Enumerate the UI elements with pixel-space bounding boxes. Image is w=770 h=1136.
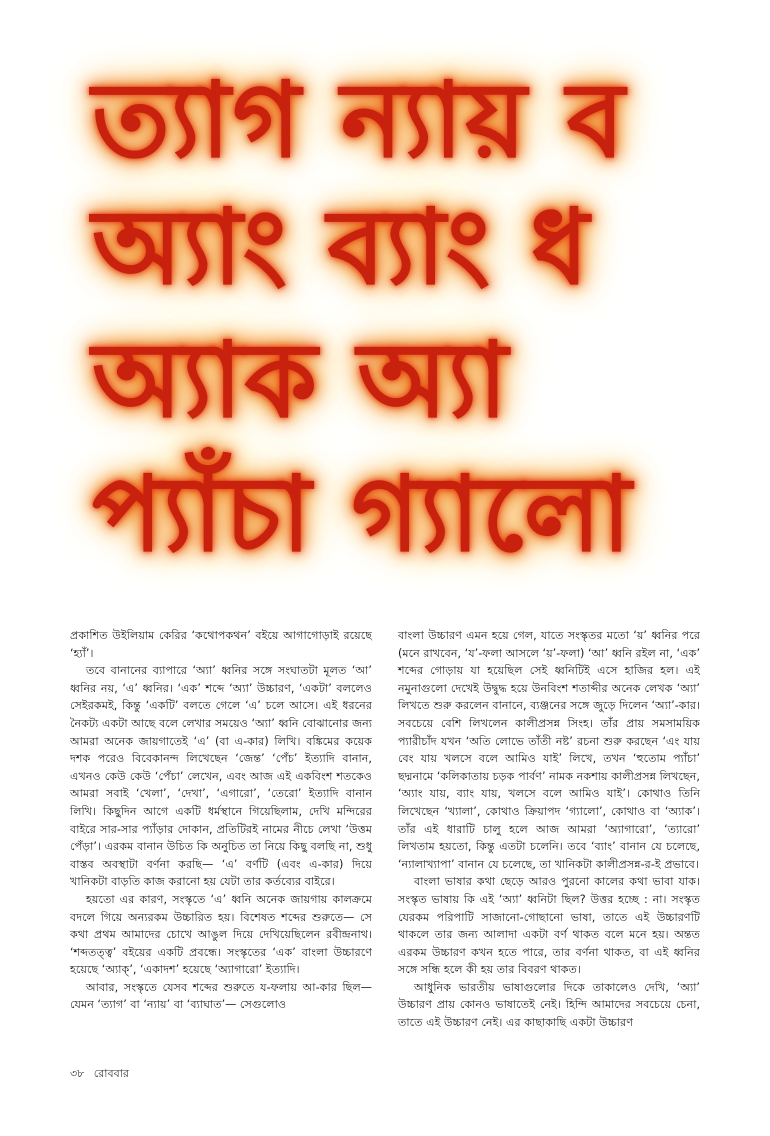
hero-word-line-1: ত্যাগ ন্যায় ব: [92, 59, 627, 181]
hero-word-line-2: অ্যাং ব্যাং ধ: [92, 186, 591, 308]
page-number: ৩৮: [70, 1067, 85, 1080]
paragraph: প্রকাশিত উইলিয়াম কেরির ‘কথোপকথন’ বইয়ে আগাগোড়াই রয়েছে ‘হ্যাঁ’।: [70, 629, 372, 660]
magazine-name: রোববার: [93, 1067, 129, 1080]
paragraph: তবে বানানের ব্যাপারে ‘অ্যা’ ধ্বনির সঙ্গে সংঘাতটা মূলত ‘আ’ ধ্বনির নয়, ‘এ’ ধ্বনির। ‘এক’ শব্দে ‘অ্যা’ উচ্চারণ, ‘একটা’ বললেও সেইরকমই, কিন্তু ‘একটি’ বলতে গেলে ‘এ’ চলে আসে। এই ধরনের নৈকট্য একটা আছে বলে লেখার সময়েও ‘অ্যা’ ধ্বনি বোঝানোর জন্য আমরা অনেক জায়গাতেই ‘এ’ (বা এ-কার) লিখি। বঙ্কিমের কয়েক দশক পরেও বিবেকানন্দ লিখেছেন ‘জেন্ত’ ‘পেঁচ’ ইত্যাদি বানান, এখনও কেউ কেউ ‘পেঁচা’ লেখেন, এবং আজ এই একবিংশ শতকেও আমরা সবাই ‘খেলা’, ‘দেখা’, ‘এগারো’, ‘তেরো’ ইত্যাদি বানান লিখি। কিছুদিন আগে একটি ধর্মস্থানে গিয়েছিলাম, দেখি মন্দিরের বাইরে সার-সার প্যাঁড়ার দোকান, প্রতিটিরই নামের নীচে লেখা ‘উত্তম পেঁড়া’। এরকম বানান উচিত কি অনুচিত তা নিয়ে কিছু বলছি না, শুধু বাস্তব অবস্থাটা বর্ণনা করছি— ‘এ’ বর্ণটি (এবং এ-কার) দিয়ে খানিকটা বাড়তি কাজ করানো হয় যেটা তার কর্তব্যের বাইরে।: [70, 664, 372, 889]
paragraph: বাংলা ভাষার কথা ছেড়ে আরও পুরনো কালের কথা ভাবা যাক। সংস্কৃত ভাষায় কি এই ‘অ্যা’ ধ্বনিটা ছিল? উত্তর হচ্ছে : না। সংস্কৃত যেরকম পরিপাটি সাজানো-গোছানো ভাষা, তাতে এই উচ্চারণটি থাকলে তার জন্য আলাদা একটা বর্ণ থাকত বলে মনে হয়। অন্তত এরকম উচ্চারণ কখন হতে পারে, তার বর্ণনা থাকত, বা এই ধ্বনির সঙ্গে সন্ধি হলে কী হয় তার বিবরণ থাকত।: [398, 875, 700, 977]
paragraph: আধুনিক ভারতীয় ভাষাগুলোর দিকে তাকালেও দেখি, ‘অ্যা’ উচ্চারণ প্রায় কোনও ভাষাতেই নেই। হিন্দি আমাদের সবচেয়ে চেনা, তাতে এই উচ্চারণ নেই। এর কাছাকাছি একটা উচ্চারণ: [398, 980, 700, 1030]
paragraph: হয়তো এর কারণ, সংস্কৃতে ‘এ’ ধ্বনি অনেক জায়গায় কালক্রমে বদলে গিয়ে অন্যরকম উচ্চারিত হয়। বিশেষত শব্দের শুরুতে— সে কথা প্রথম আমাদের চোখে আঙুল দিয়ে দেখিয়েছিলেন রবীন্দ্রনাথ। ‘শব্দতত্ত্ব’ বইয়ের একটি প্রবন্ধে। সংস্কৃতের ‘এক’ বাংলা উচ্চারণে হয়েছে ‘অ্যাক্’, ‘একাদশ’ হয়েছে ‘অ্যাগারো’ ইত্যাদি।: [70, 892, 372, 977]
article-column-right: [398, 627, 700, 1032]
hero-word-line-3: অ্যাক অ্যা: [92, 319, 510, 441]
page-footer: [70, 1065, 135, 1084]
article-body: [70, 627, 700, 1063]
paragraph: আবার, সংস্কৃতে যেসব শব্দের শুরুতে য-ফলায় আ-কার ছিল— যেমন ‘ত্যাগ’ বা ‘ন্যায়’ বা ‘ব্যাঘাত’— সেগুলোও: [70, 980, 372, 1012]
paragraph: বাংলা উচ্চারণ এমন হয়ে গেল, যাতে সংস্কৃতর মতো ‘য়’ ধ্বনির পরে (মনে রাখবেন, ‘য’-ফলা আসলে ‘য়’-ফলা) ‘আ’ ধ্বনি রইল না, ‘এক’ শব্দের গোড়ায় যা হয়েছিল সেই ধ্বনিটিই এসে হাজির হল। এই নমুনাগুলো দেখেই উদ্বুদ্ধ হয়ে উনবিংশ শতাব্দীর অনেক লেখক ‘অ্যা’ লিখতে শুরু করলেন বানানে, ব্যঞ্জনের সঙ্গে জুড়ে দিলেন ‘অ্যা’-কার। সবচেয়ে বেশি লিখলেন কালীপ্রসন্ন সিংহ। তাঁর প্রায় সমসাময়িক প্যারীচাঁদ যখন ‘অতি লোভে তাঁতী নষ্ট’ রচনা শুরু করছেন ‘এং যায় বেং যায় খলসে বলে আমিও যাই’ লিখে, তখন ‘হুতোম প্যাঁচা’ ছদ্মনামে ‘কলিকাতায় চড়ক পার্বণ’ নামক নকশায় কালীপ্রসন্ন লিখছেন, ‘অ্যাং যায়, ব্যাং যায়, খলসে বলে আমিও যাই’। কোথাও তিনি লিখেছেন ‘খ্যালা’, কোথাও ক্রিয়াপদ ‘গ্যালো’, কোথাও বা ‘অ্যাক’। তাঁর এই ধারাটি চালু হলে আজ আমরা ‘অ্যাগারো’, ‘ত্যারো’ লিখতাম হয়তো, কিন্তু এতটা চলেনি। তবে ‘ব্যাং’ বানান যে চলেছে, ‘ন্যালাখ্যাপা’ বানান যে চলেছে, তা খানিকটা কালীপ্রসন্ন-র-ই প্রভাবে।: [398, 629, 700, 871]
article-column-left: [70, 627, 372, 1014]
hero-word-line-4: প্যাঁচা গ্যালো: [92, 453, 634, 575]
